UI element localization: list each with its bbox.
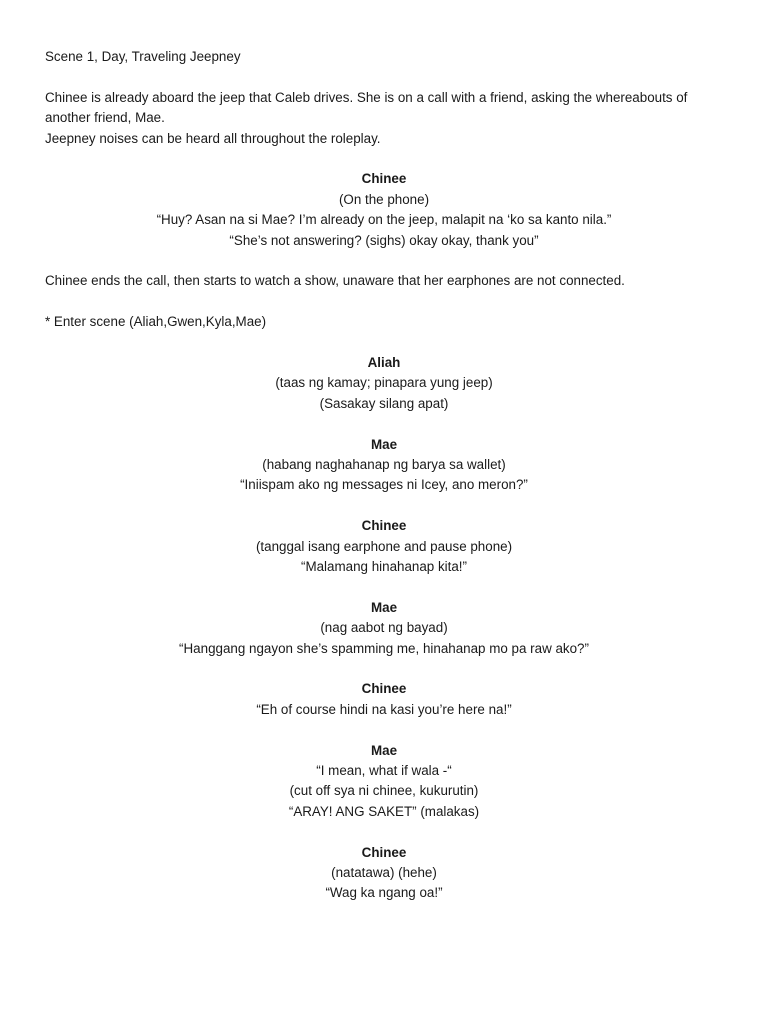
dialogue-line: (nag aabot ng bayad) [320,620,448,636]
dialogue-line: (tanggal isang earphone and pause phone) [255,538,513,554]
dialogue-line: “She’s not answering? (sighs) okay okay, thank you” [229,232,539,248]
dialogue-line: “Huy? Asan na si Mae? I’m already on the jeep, malapit na ‘ko sa kanto nila.” [156,212,612,228]
dialogue-line: “ARAY! ANG SAKET” (malakas) [288,803,480,819]
spacer [45,149,723,169]
spacer [45,577,723,597]
dialogue-block [45,516,723,577]
action-line: Chinee ends the call, then starts to watch a show, unaware that her earphones are not connected. [45,273,625,289]
speaker-name: Mae [370,742,398,758]
intro-paragraph [45,88,723,149]
dialogue-block [45,435,723,496]
dialogue-line: “Iniispam ako ng messages ni Icey, ano meron?” [240,477,528,493]
speaker-name: Chinee [361,518,407,534]
dialogue-line: (natatawa) (hehe) [331,865,437,881]
speaker-name: Mae [370,599,398,615]
dialogue-line: “Hanggang ngayon she’s spamming me, hinahanap mo pa raw ako?” [179,640,589,656]
dialogue-line: (cut off sya ni chinee, kukurutin) [289,783,479,799]
intro-line: another friend, Mae. [45,110,165,126]
intro-line: Chinee is already aboard the jeep that Caleb drives. She is on a call with a friend, asking the whereabouts of [45,89,688,105]
dialogue-line: (habang naghahanap ng barya sa wallet) [262,457,506,473]
dialogue-line: “Malamang hinahanap kita!” [301,559,467,575]
dialogue-line: (Sasakay silang apat) [319,395,449,411]
spacer [45,822,723,842]
spacer [45,720,723,740]
dialogue-line: “Wag ka ngang oa!” [325,885,443,901]
dialogue-block [45,353,723,414]
dialogue-block [45,598,723,659]
dialogue-line: (taas ng kamay; pinapara yung jeep) [275,375,493,391]
speaker-name: Chinee [361,171,407,187]
intro-line: Jeepney noises can be heard all throughout the roleplay. [45,130,381,146]
dialogue-line: “Eh of course hindi na kasi you’re here na!” [256,701,512,717]
spacer [45,251,723,271]
spacer [45,292,723,312]
enter-scene-note: * Enter scene (Aliah,Gwen,Kyla,Mae) [45,314,267,330]
dialogue-block [45,843,723,904]
dialogue-line: “I mean, what if wala -“ [316,763,452,779]
dialogue-block [45,679,723,720]
speaker-name: Aliah [367,355,401,371]
dialogue-block [45,169,723,251]
speaker-name: Chinee [361,844,407,860]
spacer [45,333,723,353]
speaker-name: Mae [370,436,398,452]
spacer [45,496,723,516]
dialogue-line: (On the phone) [338,191,430,207]
script-page [45,47,723,904]
speaker-name: Chinee [361,681,407,697]
spacer [45,67,723,87]
scene-heading: Scene 1, Day, Traveling Jeepney [45,49,241,64]
spacer [45,659,723,679]
dialogue-block [45,741,723,823]
spacer [45,414,723,434]
